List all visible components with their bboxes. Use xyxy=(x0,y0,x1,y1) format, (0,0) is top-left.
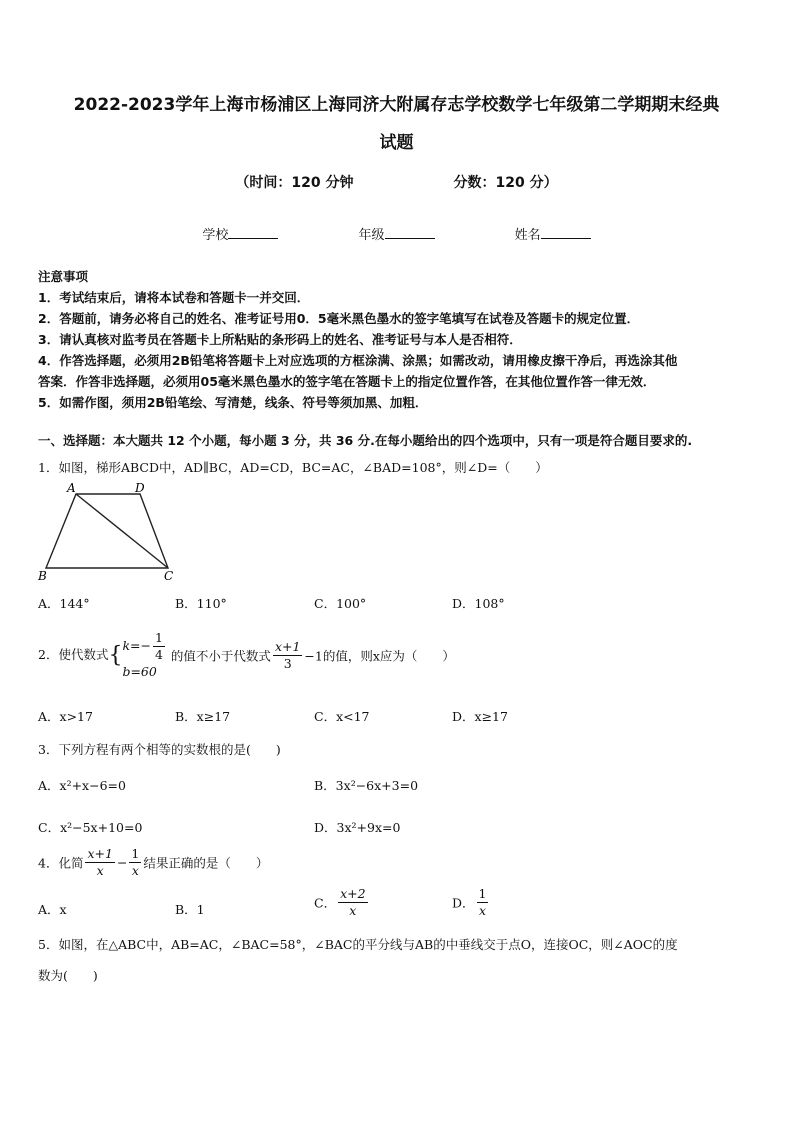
q4-minus: − xyxy=(116,855,128,870)
q2-option-c[interactable]: C．x<17 xyxy=(314,709,370,724)
exam-meta xyxy=(0,172,793,192)
q4-option-d[interactable] xyxy=(452,886,490,919)
title-line2: 试题 xyxy=(379,133,414,153)
q3-option-b[interactable]: B．3x²−6x+3=0 xyxy=(314,778,419,793)
q2-frac-num: x+1 xyxy=(274,639,301,654)
trapezoid-figure xyxy=(36,482,186,584)
q4-option-d-den: x xyxy=(478,903,487,918)
vertex-label-b: B xyxy=(38,569,47,583)
q1-option-a[interactable]: A．144° xyxy=(38,596,90,611)
q3-option-d[interactable]: D．3x²+9x=0 xyxy=(314,820,401,835)
q2-option-d[interactable]: D．x≥17 xyxy=(452,709,508,724)
score-label: 分数：120 分） xyxy=(453,175,558,191)
q4-f2-num: 1 xyxy=(131,846,140,861)
q4-option-c[interactable] xyxy=(314,886,370,919)
section-heading: 一、选择题：本大题共 12 个小题，每小题 3 分，共 36 分.在每小题给出的四个选项中，只有一项是符合题目要求的. xyxy=(38,433,693,448)
time-label: （时间：120 分钟 xyxy=(235,175,354,191)
school-label: 学校 xyxy=(202,228,229,243)
note-item: 2．答题前，请务必将自己的姓名、准考证号用0．5毫米黑色墨水的签字笔填写在试卷及答题卡的规定位置． xyxy=(38,311,640,326)
question-1: 1．如图，梯形ABCD中，AD∥BC，AD=CD，BC=AC，∠BAD=108°，则∠D=（ ） xyxy=(38,460,548,475)
grade-label: 年级 xyxy=(358,228,385,243)
q4-f1-num: x+1 xyxy=(87,846,113,861)
q2-prefix: 2．使代数式 xyxy=(38,647,109,662)
q2-suffix: −1的值，则x应为（ ） xyxy=(304,648,455,664)
q4-f2-den: x xyxy=(131,863,139,878)
q4-option-c-den: x xyxy=(349,903,357,918)
grade-blank[interactable] xyxy=(385,226,435,239)
vertex-label-a: A xyxy=(67,481,76,495)
q4-option-c-label: C． xyxy=(314,895,337,911)
q3-option-a[interactable]: A．x²+x−6=0 xyxy=(38,778,126,793)
q2-sys-k-den: 4 xyxy=(154,647,163,662)
q4-f1-den: x xyxy=(96,863,104,878)
q2-sys-k-num: 1 xyxy=(154,630,163,645)
q4-option-d-label: D． xyxy=(452,895,475,911)
note-item: 答案．作答非选择题，必须用05毫米黑色墨水的签字笔在答题卡上的指定位置作答，在其他位置作答一律无效． xyxy=(38,374,656,389)
note-item: 1．考试结束后，请将本试卷和答题卡一并交回． xyxy=(38,290,310,305)
q4-prefix: 4．化简 xyxy=(38,855,84,871)
q4-option-c-num: x+2 xyxy=(340,886,366,901)
q4-option-d-num: 1 xyxy=(478,886,487,901)
question-2: 2．使代数式{ k=− $\frac{1}{4}$ b=60 的值不小于代数式 $\frac{x+1}{3}$ −1的值，则x应为（ ） xyxy=(38,630,455,679)
name-label: 姓名 xyxy=(514,228,541,243)
q2-sys-k: k=− xyxy=(122,638,151,653)
q1-option-b[interactable]: B．110° xyxy=(175,596,227,611)
q2-option-b[interactable]: B．x≥17 xyxy=(175,709,231,724)
q1-option-c[interactable]: C．100° xyxy=(314,596,367,611)
question-4 xyxy=(38,846,268,879)
q2-frac-den: 3 xyxy=(283,656,292,671)
q2-mid: 的值不小于代数式 xyxy=(170,648,271,664)
student-fields xyxy=(0,224,793,243)
q2-system xyxy=(122,630,166,681)
q2-option-a[interactable]: A．x>17 xyxy=(38,709,93,724)
q2-sys-b: b=60 xyxy=(122,664,157,679)
notes-heading: 注意事项 xyxy=(38,269,89,284)
q3-option-c[interactable]: C．x²−5x+10=0 xyxy=(38,820,143,835)
name-blank[interactable] xyxy=(541,226,591,239)
q4-option-b[interactable]: B．1 xyxy=(175,902,205,917)
q1-option-d[interactable]: D．108° xyxy=(452,596,505,611)
note-item: 5．如需作图，须用2B铅笔绘、写清楚，线条、符号等须加黑、加粗． xyxy=(38,395,428,410)
note-item: 3．请认真核对监考员在答题卡上所粘贴的条形码上的姓名、准考证号与本人是否相符． xyxy=(38,332,522,347)
q4-suffix: 结果正确的是（ ） xyxy=(143,855,269,871)
school-blank[interactable] xyxy=(228,226,278,239)
question-5-line2: 数为( ) xyxy=(38,968,98,983)
note-item: 4．作答选择题，必须用2B铅笔将答题卡上对应选项的方框涂满、涂黑；如需改动，请用橡皮擦干净后，再选涂其他 xyxy=(38,353,678,368)
question-5-line1: 5．如图，在△ABC中，AB=AC，∠BAC=58°，∠BAC的平分线与AB的中垂线交于点O，连接OC，则∠AOC的度 xyxy=(38,937,678,952)
q4-option-a[interactable]: A．x xyxy=(38,902,67,917)
vertex-label-d: D xyxy=(135,481,145,495)
title-line1: 2022-2023学年上海市杨浦区上海同济大附属存志学校数学七年级第二学期期末经典 xyxy=(73,95,720,115)
question-3: 3．下列方程有两个相等的实数根的是( ) xyxy=(38,742,281,757)
notes-section xyxy=(38,266,758,413)
vertex-label-c: C xyxy=(164,569,174,583)
